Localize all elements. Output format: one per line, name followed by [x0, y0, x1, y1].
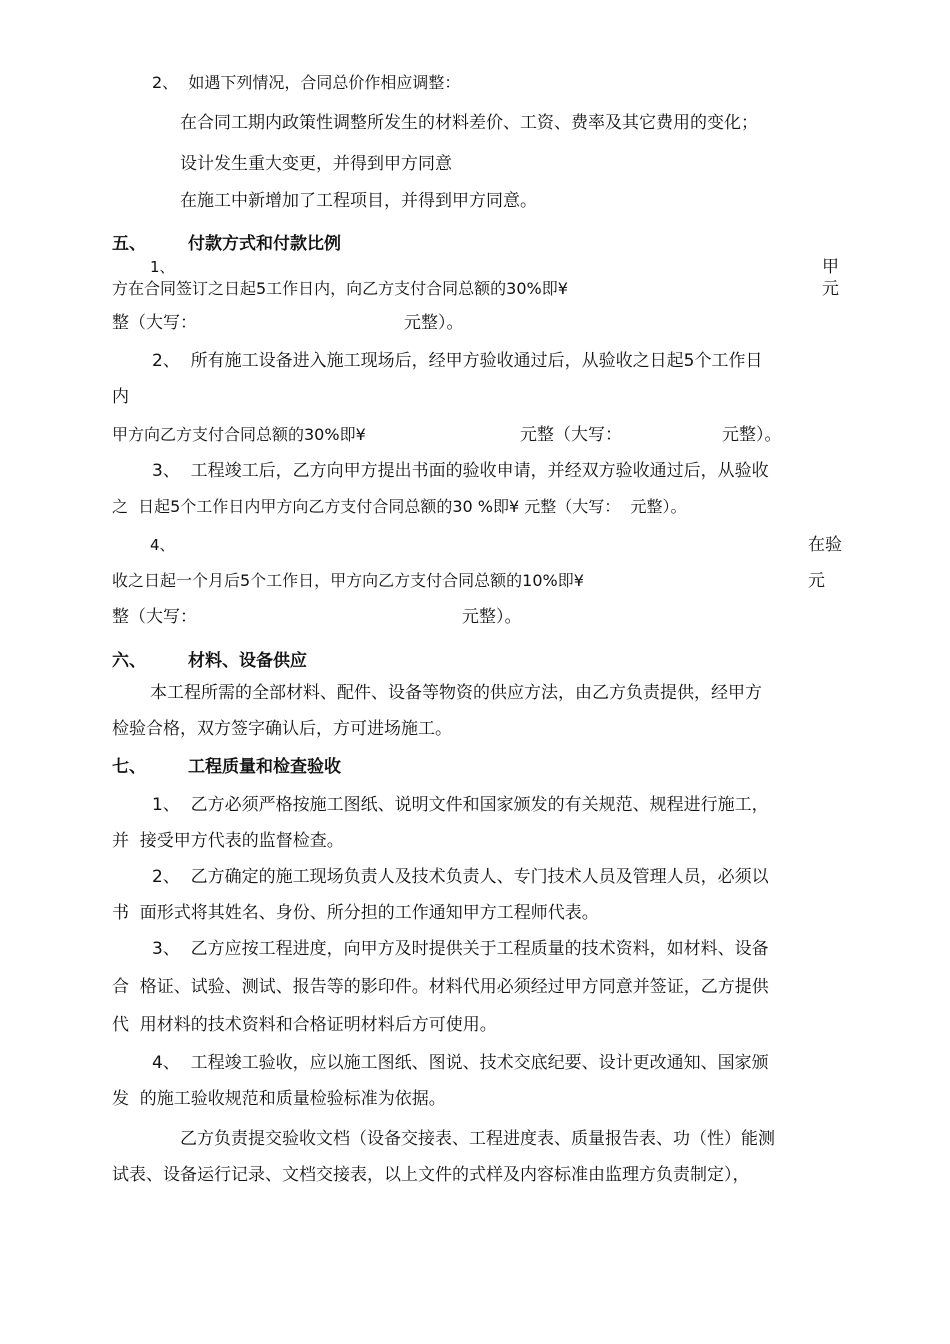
quality-3-line-1: 3、 乙方应按工程进度，向甲方及时提供关于工程质量的技术资料，如材料、设备	[152, 939, 769, 959]
quality-1-line-2: 并 接受甲方代表的监督检查。	[112, 831, 344, 851]
price-adjust-case-1: 在合同工期内政策性调整所发生的材料差价、工资、费率及其它费用的变化；	[180, 113, 758, 133]
quality-5-line-2: 试表、设备运行记录、文档交接表，以上文件的式样及内容标准由监理方负责制定），	[112, 1165, 750, 1185]
payment-4-line-1: 收之日起一个月后5个工作日，甲方向乙方支付合同总额的10%即¥	[112, 571, 584, 590]
supply-paragraph-line-1: 本工程所需的全部材料、配件、设备等物资的供应方法，由乙方负责提供，经甲方	[150, 683, 762, 703]
payment-1-end: 元整）。	[404, 313, 464, 333]
payment-3-line-2: 之 日起5个工作日内甲方向乙方支付合同总额的30 %即¥ 元整（大写： 元整）。	[112, 497, 687, 516]
quality-1-line-1: 1、 乙方必须严格按施工图纸、说明文件和国家颁发的有关规范、规程进行施工，	[152, 795, 769, 815]
payment-2-line-1: 2、 所有施工设备进入施工现场后，经甲方验收通过后，从验收之日起5个工作日	[152, 351, 763, 371]
quality-2-line-2: 书 面形式将其姓名、身份、所分担的工作通知甲方工程师代表。	[112, 903, 599, 923]
payment-1-number: 1、	[150, 258, 175, 276]
supply-paragraph-line-2: 检验合格，双方签字确认后，方可进场施工。	[112, 719, 452, 739]
section-7-heading: 工程质量和检查验收	[188, 757, 341, 777]
payment-1-line-1: 方在合同签订之日起5工作日内，向乙方支付合同总额的30%即¥	[112, 279, 568, 298]
payment-4-text-yuan: 元	[808, 571, 825, 591]
price-adjust-case-3: 在施工中新增加了工程项目，并得到甲方同意。	[180, 191, 537, 211]
quality-4-line-2: 发 的施工验收规范和质量检验标准为依据。	[112, 1089, 446, 1109]
quality-3-line-2: 合 格证、试验、测试、报告等的影印件。材料代用必须经过甲方同意并签证，乙方提供	[112, 977, 769, 997]
payment-1-text-jia: 甲	[822, 257, 839, 277]
payment-4-end: 元整）。	[462, 607, 522, 627]
price-adjust-case-2: 设计发生重大变更，并得到甲方同意	[180, 154, 452, 174]
section-6-heading: 材料、设备供应	[188, 651, 307, 671]
payment-2-end: 元整）。	[722, 425, 782, 445]
payment-2-line-3: 甲方向乙方支付合同总额的30%即¥	[112, 425, 366, 444]
quality-5-line-1: 乙方负责提交验收文档（设备交接表、工程进度表、质量报告表、功（性）能测	[180, 1129, 775, 1149]
payment-1-text-yuan: 元	[822, 279, 839, 299]
quality-2-line-1: 2、 乙方确定的施工现场负责人及技术负责人、专门技术人员及管理人员，必须以	[152, 867, 769, 887]
quality-4-line-1: 4、 工程竣工验收，应以施工图纸、图说、技术交底纪要、设计更改通知、国家颁	[152, 1053, 769, 1073]
quality-3-line-3: 代 用材料的技术资料和合格证明材料后方可使用。	[112, 1015, 497, 1035]
payment-2-daxie-label: 元整（大写：	[520, 425, 622, 445]
payment-4-text-right: 在验	[808, 535, 842, 555]
payment-4-daxie-label: 整（大写：	[112, 607, 197, 627]
payment-3-line-1: 3、 工程竣工后，乙方向甲方提出书面的验收申请，并经双方验收通过后，从验收	[152, 461, 769, 481]
price-adjust-item-2: 2、 如遇下列情况，合同总价作相应调整：	[152, 73, 461, 92]
payment-4-number: 4、	[150, 536, 175, 554]
section-5-number: 五、	[112, 234, 146, 254]
section-5-heading: 付款方式和付款比例	[188, 234, 341, 254]
payment-2-line-2: 内	[112, 387, 129, 407]
payment-1-daxie-label: 整（大写：	[112, 313, 197, 333]
section-7-number: 七、	[112, 757, 146, 777]
section-6-number: 六、	[112, 651, 146, 671]
